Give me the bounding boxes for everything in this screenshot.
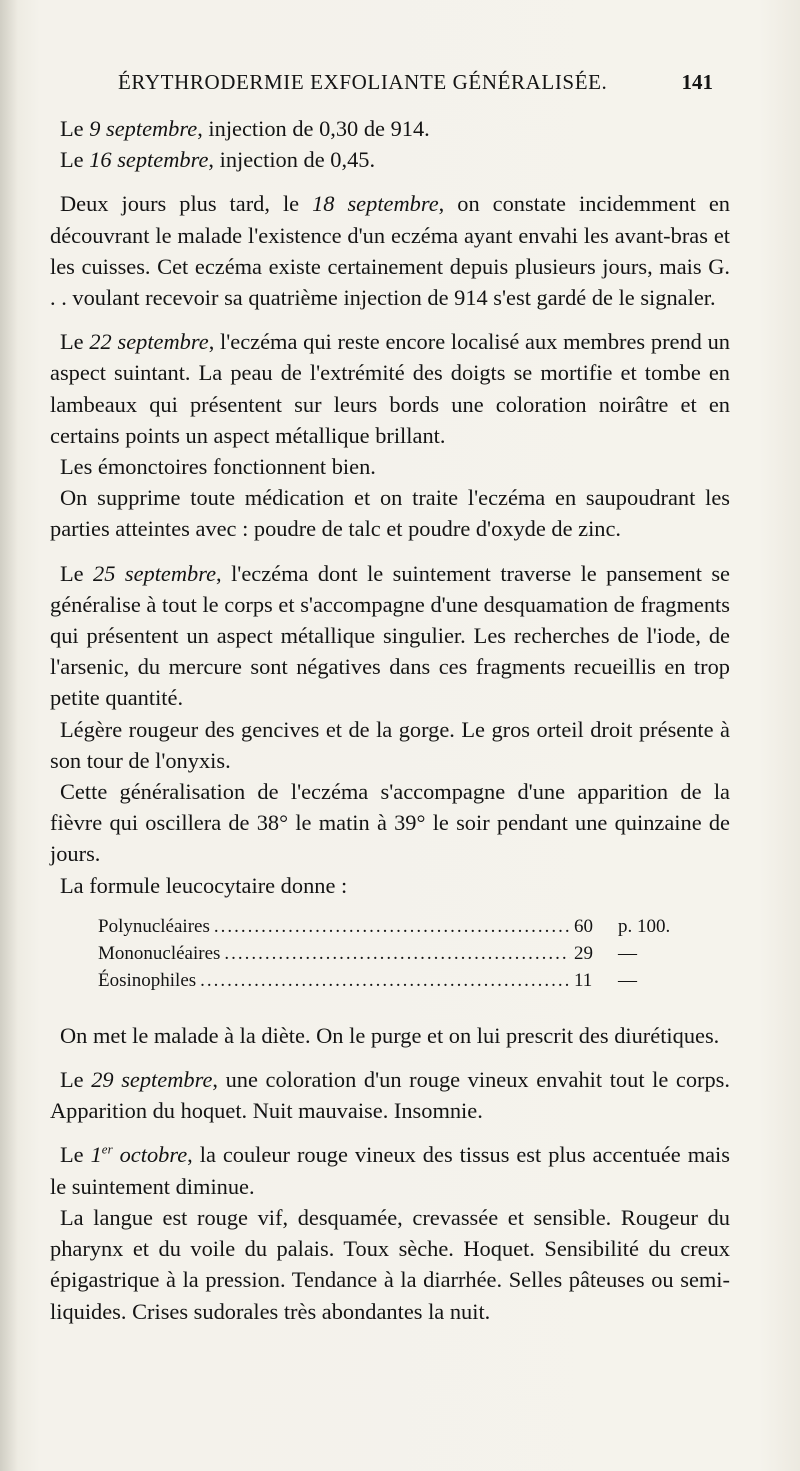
cell-unit: — [618,969,637,991]
paragraph-medication: On supprime toute médication et on traite l'eczéma en saupoudrant les parties atteintes avec : poudre de talc et poudre d'oxyde de zinc. [50,485,730,542]
ordinal-superscript: er [101,1142,113,1158]
date-text: 16 septembre [89,147,209,173]
table-row [98,913,678,940]
cell-unit: p. 100. [618,915,671,937]
date-text: 29 septembre [91,1067,213,1093]
text: , injection de 0,30 de 914. [197,116,430,141]
dot-leader [200,967,570,994]
table-row [98,940,678,967]
cell-unit: — [618,942,637,964]
date-text [91,1142,188,1167]
text: Deux jours plus tard, le [60,191,313,217]
page-number: 141 [681,70,713,94]
text: , la couleur rouge vineux des tissus est plus accentuée mais le suintement diminue. [50,1142,730,1199]
text: Le [60,116,90,141]
text: Le [60,147,90,173]
cell-value: 11 [574,969,593,991]
cell-value: 29 [574,942,593,964]
paragraph-langue: La langue est rouge vif, desquamée, crevassée et sensible. Rougeur du pharynx et du voile du palais. Toux sèche. Hoquet. Sensibilité du creux épigastrique à la pression. Tendance à la diarrhée. Selles pâteuses ou semi-liquides. Crises sudorales très abondantes la nuit. [50,1204,730,1324]
text: Le [60,329,90,355]
page-edge-shadow [0,0,18,1471]
dot-leader [214,913,570,940]
paragraph-gencives: Légère rougeur des gencives et de la gorge. Le gros orteil droit présente à son tour de l'onyxis. [50,716,730,773]
date-number: 1 [90,1142,102,1168]
paragraph-diete: On met le malade à la diète. On le purge et on lui prescrit des diurétiques. [60,1022,720,1048]
text: Le [60,1067,92,1093]
date-text: 9 septembre [89,116,198,141]
date-month: octobre [112,1142,188,1168]
date-text: 25 septembre [93,560,217,586]
paragraph-oct-1 [50,1139,730,1201]
table-row [98,967,678,994]
paragraph-sept-22 [50,326,730,451]
dot-leader [224,940,570,967]
running-title: ÉRYTHRODERMIE EXFOLIANTE GÉNÉRALISÉE. [118,70,608,94]
date-text: 22 septembre [89,329,209,355]
text: , une coloration d'un rouge vineux envahit tout le corps. Apparition du hoquet. Nuit mauvaise. Insomnie. [50,1067,730,1124]
leucocyte-table [98,913,678,994]
text: , on constate incidemment en découvrant le malade l'existence d'un eczéma ayant envahi les avant-bras et les cuisses. Cet eczéma existe certainement depuis plusieurs jours, mais G. . . voulant recevoir sa quatrième injection de 914 s'est gardé de le signaler. [50,191,730,311]
paragraph-sept-9 [50,113,730,144]
date-text: 18 septembre [312,191,439,217]
paragraph-formule: La formule leucocytaire donne : [60,872,348,898]
paragraph-sept-25 [50,558,730,714]
cell-label: Éosinophiles [98,969,197,991]
paragraph-sept-18 [50,188,730,313]
paragraph-sept-29 [50,1064,730,1126]
paragraph-sept-16 [50,144,730,175]
text: , l'eczéma dont le suintement traverse le pansement se généralise à tout le corps et s'accompagne d'une desquamation de fragments qui présentent un aspect métallique singulier. Les recherches de l'iode, de l'arsenic, du mercure sont négatives dans ces fragments recueillis en trop petite quantité. [50,560,730,711]
text: Le [60,560,94,586]
cell-label: Polynucléaires [98,915,210,937]
cell-label: Mononucléaires [98,942,221,964]
paragraph-emonctoires: Les émonctoires fonctionnent bien. [60,454,376,480]
paragraph-fievre: Cette généralisation de l'eczéma s'accompagne d'une apparition de la fièvre qui oscillera de 38° le matin à 39° le soir pendant une quinzaine de jours. [50,779,730,867]
text: , injection de 0,45. [208,147,376,173]
cell-value: 60 [574,915,593,937]
page-header [118,70,713,102]
page-body [50,113,730,1327]
text: , l'eczéma qui reste encore localisé aux membres prend un aspect suintant. La peau de l'extrémité des doigts se mortifie et tombe en lambeaux qui présentent sur leurs bords une coloration noirâtre et en certains points un aspect métallique brillant. [50,329,730,448]
text: Le [60,1142,91,1168]
